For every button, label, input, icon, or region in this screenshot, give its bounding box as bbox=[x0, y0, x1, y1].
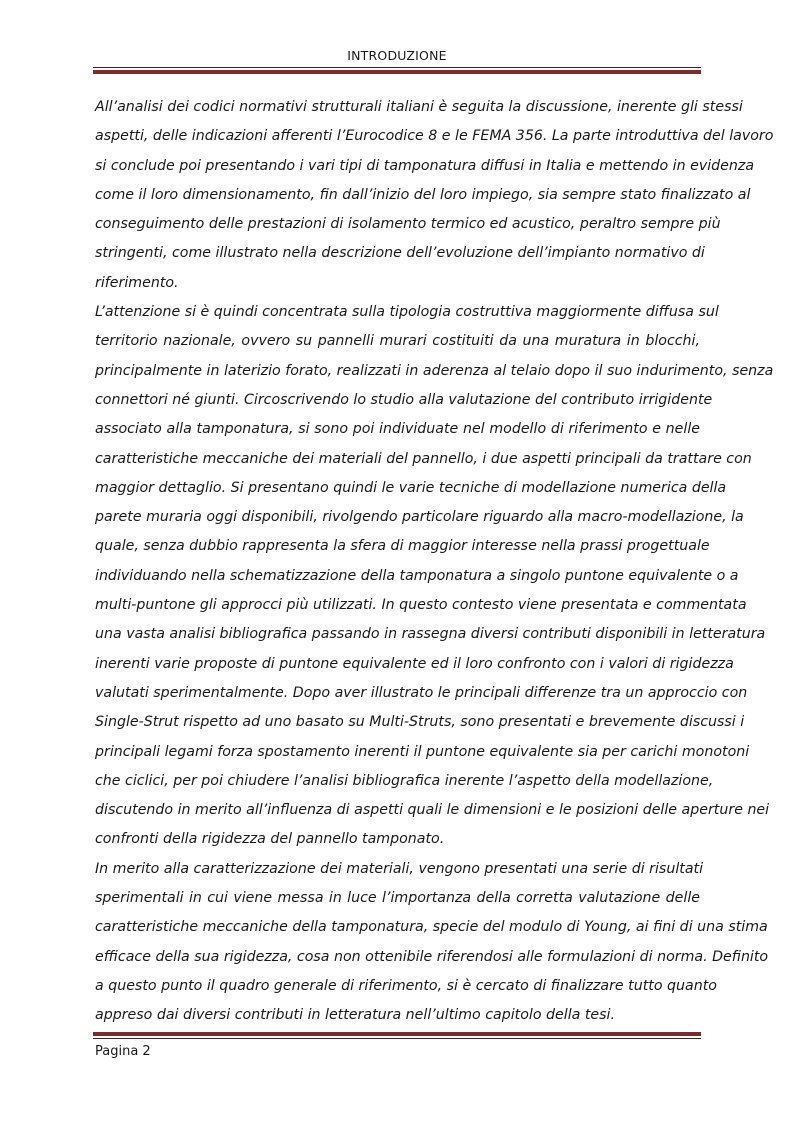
text-line: confronti della rigidezza del pannello tamponato. bbox=[95, 831, 445, 848]
page-header-title: INTRODUZIONE bbox=[347, 48, 447, 63]
text-line: efficace della sua rigidezza, cosa non ottenibile riferendosi alle formulazioni di norma. Definito bbox=[95, 948, 769, 965]
text-line: conseguimento delle prestazioni di isolamento termico ed acustico, peraltro sempre più bbox=[95, 216, 721, 233]
text-line: una vasta analisi bibliografica passando in rassegna diversi contributi disponibili in letteratura bbox=[95, 626, 766, 643]
text-line: connettori né giunti. Circoscrivendo lo studio alla valutazione del contributo irrigidente bbox=[95, 391, 713, 408]
text-line: aspetti, delle indicazioni afferenti l’Eurocodice 8 e le FEMA 356. La parte introduttiva del lavoro bbox=[95, 128, 774, 145]
text-line: maggior dettaglio. Si presentano quindi le varie tecniche di modellazione numerica della bbox=[95, 479, 727, 496]
text-line: Single-Strut rispetto ad uno basato su Multi-Struts, sono presentati e brevemente discussi i bbox=[95, 714, 745, 731]
text-line: parete muraria oggi disponibili, rivolgendo particolare riguardo alla macro-modellazione, la bbox=[95, 509, 744, 526]
text-line: individuando nella schematizzazione della tamponatura a singolo puntone equivalente o a bbox=[95, 567, 739, 584]
page-number: Pagina 2 bbox=[95, 1044, 151, 1059]
header-rule-thin bbox=[93, 67, 701, 68]
text-line: riferimento. bbox=[95, 274, 179, 291]
text-line: caratteristiche meccaniche della tamponatura, specie del modulo di Young, ai fini di una stima bbox=[95, 919, 768, 936]
text-line: In merito alla caratterizzazione dei materiali, vengono presentati una serie di risultati bbox=[95, 860, 704, 877]
text-line: come il loro dimensionamento, fin dall’inizio del loro impiego, sia sempre stato finalizzato al bbox=[95, 186, 751, 203]
footer-rule-thin bbox=[93, 1038, 701, 1039]
text-line: territorio nazionale, ovvero su pannelli murari costituiti da una muratura in blocchi, bbox=[95, 333, 700, 350]
text-line: associato alla tamponatura, si sono poi individuate nel modello di riferimento e nelle bbox=[95, 421, 700, 438]
text-line: valutati sperimentalmente. Dopo aver illustrato le principali differenze tra un approccio con bbox=[95, 684, 748, 701]
text-line: caratteristiche meccaniche dei materiali del pannello, i due aspetti principali da trattare con bbox=[95, 450, 752, 467]
text-line: che ciclici, per poi chiudere l’analisi bibliografica inerente l’aspetto della modellazione, bbox=[95, 772, 714, 789]
text-line: stringenti, come illustrato nella descrizione dell’evoluzione dell’impianto normativo di bbox=[95, 245, 705, 262]
body-text bbox=[95, 93, 774, 1031]
text-line: multi-puntone gli approcci più utilizzati. In questo contesto viene presentata e commentata bbox=[95, 597, 747, 614]
text-line: sperimentali in cui viene messa in luce l’importanza della corretta valutazione delle bbox=[95, 890, 700, 907]
footer-rule-thick bbox=[93, 1032, 701, 1036]
text-line: a questo punto il quadro generale di riferimento, si è cercato di finalizzare tutto quanto bbox=[95, 977, 717, 994]
text-line: quale, senza dubbio rappresenta la sfera di maggior interesse nella prassi progettuale bbox=[95, 538, 710, 555]
text-line: principali legami forza spostamento inerenti il puntone equivalente sia per carichi monotoni bbox=[95, 743, 750, 760]
text-line: si conclude poi presentando i vari tipi di tamponatura diffusi in Italia e mettendo in evidenza bbox=[95, 157, 755, 174]
text-line: All’analisi dei codici normativi strutturali italiani è seguita la discussione, inerente gli stessi bbox=[95, 99, 743, 115]
header-rule-thick bbox=[93, 70, 701, 74]
text-line: inerenti varie proposte di puntone equivalente ed il loro confronto con i valori di rigidezza bbox=[95, 655, 734, 672]
text-line: L’attenzione si è quindi concentrata sulla tipologia costruttiva maggiormente diffusa sul bbox=[95, 304, 719, 321]
text-line: principalmente in laterizio forato, realizzati in aderenza al telaio dopo il suo indurimento, senza bbox=[95, 362, 774, 379]
text-line: discutendo in merito all’influenza di aspetti quali le dimensioni e le posizioni delle aperture nei bbox=[95, 802, 770, 819]
text-line: appreso dai diversi contributi in letteratura nell’ultimo capitolo della tesi. bbox=[95, 1007, 615, 1024]
